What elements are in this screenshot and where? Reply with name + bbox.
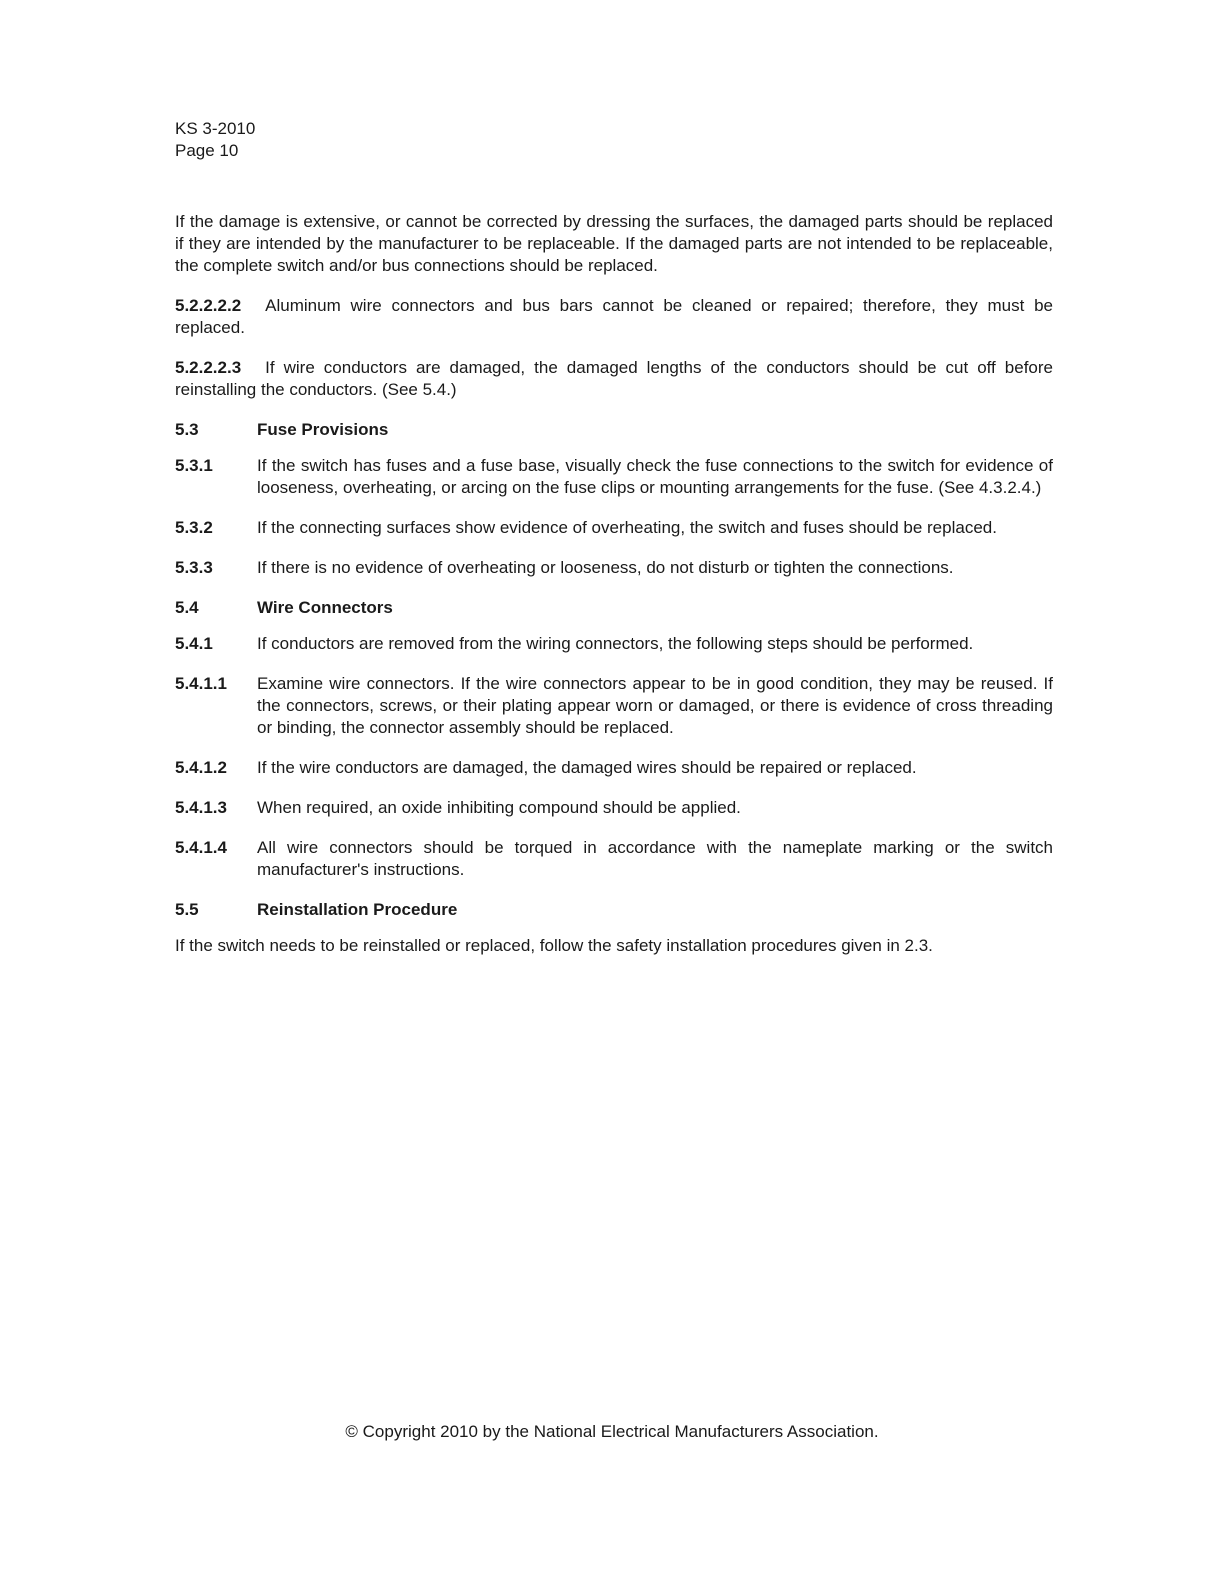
clause-text: When required, an oxide inhibiting compound should be applied.: [257, 798, 741, 817]
clause-5-3-3: [175, 557, 1053, 579]
section-number: 5.5: [175, 900, 199, 919]
section-number: 5.4: [175, 598, 199, 617]
document-id: KS 3-2010: [175, 119, 256, 138]
clause-5-4-1-1: [175, 673, 1053, 739]
clause-text: Aluminum wire connectors and bus bars cannot be cleaned or repaired; therefore, they must be replaced.: [175, 296, 1053, 337]
clause-number: 5.3.1: [175, 456, 213, 475]
paragraph-5-2-2-2-3: [175, 357, 1053, 401]
clause-text: Examine wire connectors. If the wire connectors appear to be in good condition, they may be reused. If the connectors, screws, or their plating appear worn or damaged, or there is evidence of cross threading or binding, the connector assembly should be replaced.: [257, 674, 1053, 737]
section-number: 5.3: [175, 420, 199, 439]
clause-5-4-1-3: [175, 797, 1053, 819]
clause-text: If the wire conductors are damaged, the damaged wires should be repaired or replaced.: [257, 758, 917, 777]
clause-5-3-1: [175, 455, 1053, 499]
page-number: Page 10: [175, 141, 239, 160]
paragraph-5-2-2-2-2: [175, 295, 1053, 339]
clause-text: If the connecting surfaces show evidence of overheating, the switch and fuses should be replaced.: [257, 518, 997, 537]
clause-number: 5.4.1.4: [175, 838, 227, 857]
section-title: Fuse Provisions: [257, 420, 389, 439]
clause-number: 5.2.2.2.2: [175, 296, 242, 315]
clause-number: 5.3.3: [175, 558, 213, 577]
clause-text: If wire conductors are damaged, the damaged lengths of the conductors should be cut off before reinstalling the conductors. (See 5.4.): [175, 358, 1053, 399]
section-title: Reinstallation Procedure: [257, 900, 458, 919]
clause-number: 5.4.1.2: [175, 758, 227, 777]
section-heading-5-3: [175, 419, 1053, 441]
intro-paragraph: If the damage is extensive, or cannot be corrected by dressing the surfaces, the damaged parts should be replaced if they are intended by the manufacturer to be replaceable. If the damaged parts are not intended to be replaceable, the complete switch and/or bus connections should be replaced.: [175, 212, 1053, 275]
clause-text: If there is no evidence of overheating or looseness, do not disturb or tighten the connections.: [257, 558, 954, 577]
clause-number: 5.4.1.1: [175, 674, 227, 693]
clause-number: 5.2.2.2.3: [175, 358, 242, 377]
clause-text: If the switch has fuses and a fuse base, visually check the fuse connections to the switch for evidence of looseness, overheating, or arcing on the fuse clips or mounting arrangements for the fuse. (See 4.3.2.4.): [257, 456, 1053, 497]
document-body: [175, 211, 1053, 975]
page-header: [175, 118, 255, 162]
copyright-footer: © Copyright 2010 by the National Electrical Manufacturers Association.: [345, 1422, 879, 1441]
clause-5-4-1-4: [175, 837, 1053, 881]
clause-5-4-1: [175, 633, 1053, 655]
clause-text: All wire connectors should be torqued in accordance with the nameplate marking or the switch manufacturer's instructions.: [257, 838, 1053, 879]
reinstallation-paragraph: If the switch needs to be reinstalled or replaced, follow the safety installation procedures given in 2.3.: [175, 936, 933, 955]
clause-number: 5.4.1: [175, 634, 213, 653]
clause-5-3-2: [175, 517, 1053, 539]
section-heading-5-5: [175, 899, 1053, 921]
clause-number: 5.3.2: [175, 518, 213, 537]
clause-number: 5.4.1.3: [175, 798, 227, 817]
section-title: Wire Connectors: [257, 598, 393, 617]
section-heading-5-4: [175, 597, 1053, 619]
clause-5-4-1-2: [175, 757, 1053, 779]
clause-text: If conductors are removed from the wiring connectors, the following steps should be performed.: [257, 634, 974, 653]
